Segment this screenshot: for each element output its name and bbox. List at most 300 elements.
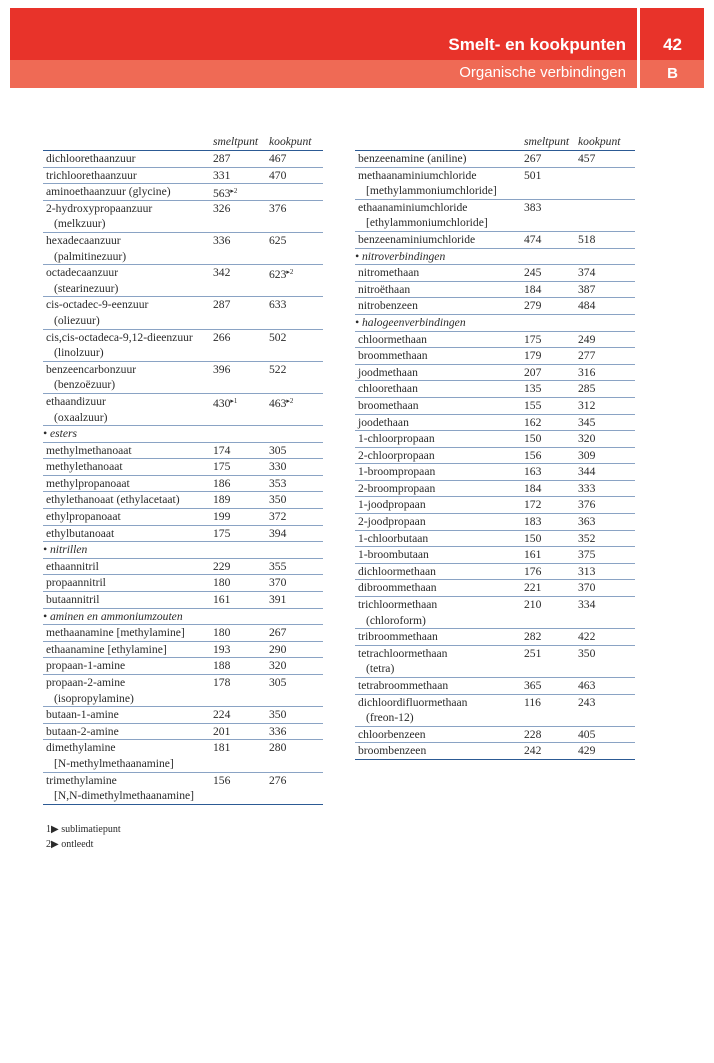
smeltpunt-value	[524, 431, 541, 447]
compound-name-line: 1-chloorpropaan	[358, 432, 435, 446]
kookpunt-number: 313	[578, 564, 596, 578]
smeltpunt-value	[524, 448, 541, 464]
smeltpunt-value	[213, 476, 230, 492]
smeltpunt-number: 336	[213, 233, 231, 247]
smeltpunt-value	[524, 151, 541, 167]
compound-name-alt: (stearinezuur)	[54, 281, 119, 295]
footnotes	[46, 822, 121, 852]
smeltpunt-value	[213, 330, 230, 346]
kookpunt-number: 470	[269, 168, 287, 182]
smeltpunt-value	[524, 514, 541, 530]
smeltpunt-number: 199	[213, 510, 231, 524]
smeltpunt-value	[524, 365, 541, 381]
kookpunt-number: 372	[269, 510, 287, 524]
section-heading: • halogeenverbindingen	[355, 315, 635, 332]
kookpunt-number: 518	[578, 232, 596, 246]
kookpunt-number: 305	[269, 676, 287, 689]
smeltpunt-value	[524, 564, 541, 580]
smeltpunt-value	[524, 398, 541, 414]
table-row	[355, 629, 635, 646]
smeltpunt-value	[524, 232, 541, 248]
smeltpunt-number: 228	[524, 727, 542, 741]
compound-name-line: 1-broombutaan	[358, 548, 429, 562]
left-table	[43, 134, 323, 805]
kookpunt-value	[578, 727, 595, 743]
table-row	[43, 740, 323, 772]
smeltpunt-header: smeltpunt	[524, 135, 570, 148]
table-row	[355, 282, 635, 299]
footnote	[46, 837, 121, 852]
smeltpunt-value	[213, 559, 230, 575]
kookpunt-number: 463	[269, 396, 287, 410]
compound-name-alt: (palmitinezuur)	[54, 249, 127, 263]
table-row	[355, 298, 635, 315]
kookpunt-number: 623	[269, 268, 287, 282]
kookpunt-value	[269, 740, 286, 756]
kookpunt-value	[269, 233, 286, 249]
kookpunt-number: 243	[578, 695, 596, 709]
kookpunt-value	[269, 168, 286, 184]
table-row	[355, 332, 635, 349]
smeltpunt-value	[213, 575, 230, 591]
table-row	[355, 232, 635, 249]
compound-name-line: octadecaanzuur	[46, 266, 119, 280]
smeltpunt-number: 474	[524, 232, 542, 246]
kookpunt-number: 522	[269, 362, 287, 376]
table-row	[43, 151, 323, 168]
compound-name-line: propaan-1-amine	[46, 659, 126, 673]
smeltpunt-number: 224	[213, 708, 231, 722]
smeltpunt-header: smeltpunt	[213, 135, 259, 148]
kookpunt-header: kookpunt	[578, 135, 621, 148]
kookpunt-number: 353	[269, 476, 287, 490]
kookpunt-number: 249	[578, 332, 596, 346]
kookpunt-number: 370	[269, 576, 287, 590]
table-row	[355, 448, 635, 465]
compound-name-line: aminoethaanzuur (glycine)	[46, 185, 171, 199]
kookpunt-value	[578, 298, 595, 314]
smeltpunt-number: 342	[213, 266, 231, 280]
smeltpunt-value	[213, 642, 230, 658]
kookpunt-value	[578, 743, 595, 759]
smeltpunt-number: 331	[213, 168, 231, 182]
table-row	[43, 362, 323, 394]
compound-name-line: broomethaan	[358, 398, 419, 412]
compound-name	[43, 184, 323, 200]
kookpunt-number: 429	[578, 744, 596, 758]
arrow-icon: ▶	[51, 824, 59, 835]
kookpunt-number: 350	[269, 493, 287, 507]
smeltpunt-number: 186	[213, 476, 231, 490]
kookpunt-value	[269, 330, 286, 346]
table-row	[43, 330, 323, 362]
smeltpunt-value	[524, 547, 541, 563]
smeltpunt-number: 189	[213, 493, 231, 507]
table-row	[43, 592, 323, 609]
kookpunt-number: 387	[578, 282, 596, 296]
kookpunt-number: 374	[578, 266, 596, 280]
compound-name-line: cis-octadec-9-eenzuur	[46, 298, 149, 312]
kookpunt-value	[578, 531, 595, 547]
table-row	[355, 398, 635, 415]
smeltpunt-number: 161	[524, 548, 542, 562]
smeltpunt-value	[213, 740, 230, 756]
kookpunt-number: 276	[269, 773, 287, 787]
smeltpunt-value	[213, 265, 230, 281]
smeltpunt-number: 156	[524, 448, 542, 462]
table-row	[43, 658, 323, 675]
table-row	[355, 727, 635, 744]
smeltpunt-value	[213, 201, 230, 217]
smeltpunt-value	[213, 658, 230, 674]
compound-name-line: chloorethaan	[358, 382, 418, 396]
smeltpunt-number: 201	[213, 724, 231, 738]
smeltpunt-number: 188	[213, 659, 231, 673]
kookpunt-value	[269, 509, 286, 525]
table-row	[43, 297, 323, 329]
kookpunt-number: 405	[578, 727, 596, 741]
compound-name-line: nitromethaan	[358, 266, 420, 280]
table-row	[355, 265, 635, 282]
smeltpunt-number: 175	[213, 460, 231, 474]
smeltpunt-number: 221	[524, 581, 542, 595]
section-letter: B	[667, 65, 678, 82]
compound-name-line: hexadecaanzuur	[46, 233, 121, 247]
smeltpunt-number: 183	[524, 515, 542, 529]
table-row	[43, 675, 323, 707]
kookpunt-value	[578, 497, 595, 513]
kookpunt-value	[578, 151, 595, 167]
footnote-ref: ▸2	[230, 187, 238, 196]
compound-name-line: ethaanaminiumchloride	[358, 200, 468, 214]
smeltpunt-value	[524, 265, 541, 281]
smeltpunt-number: 181	[213, 741, 231, 755]
table-row	[355, 646, 635, 678]
kookpunt-number: 355	[269, 559, 287, 573]
kookpunt-number: 457	[578, 152, 596, 165]
compound-name-line: butaannitril	[46, 593, 100, 607]
kookpunt-number: 277	[578, 349, 596, 363]
smeltpunt-number: 175	[213, 526, 231, 540]
table-row	[355, 514, 635, 531]
kookpunt-value	[578, 464, 595, 480]
compound-name-alt: [ethylammoniumchloride]	[366, 216, 488, 230]
table-row	[355, 531, 635, 548]
kookpunt-value	[578, 282, 595, 298]
table-row	[355, 365, 635, 382]
table-row	[43, 265, 323, 297]
footnote-number: 2	[46, 839, 51, 850]
compound-name-line: tribroommethaan	[358, 630, 438, 644]
kookpunt-value	[269, 724, 286, 740]
compound-name-alt: (melkzuur)	[54, 217, 106, 231]
smeltpunt-value	[213, 625, 230, 641]
smeltpunt-value	[524, 464, 541, 480]
kookpunt-number: 467	[269, 152, 287, 165]
table-row	[43, 707, 323, 724]
kookpunt-header: kookpunt	[269, 135, 312, 148]
kookpunt-value	[269, 642, 286, 658]
compound-name-line: ethylbutanoaat	[46, 526, 115, 540]
compound-name-line: butaan-2-amine	[46, 724, 119, 738]
table-row	[355, 547, 635, 564]
smeltpunt-value	[213, 443, 230, 459]
compound-name-line: trimethylamine	[46, 773, 117, 787]
table-row	[355, 564, 635, 581]
footnote-ref: ▸2	[286, 268, 294, 277]
compound-name-line: 2-broompropaan	[358, 481, 436, 495]
kookpunt-value	[269, 773, 286, 789]
smeltpunt-number: 242	[524, 744, 542, 758]
kookpunt-number: 320	[578, 432, 596, 446]
smeltpunt-value	[524, 727, 541, 743]
compound-name-alt: (chloroform)	[366, 613, 426, 627]
kookpunt-value	[578, 332, 595, 348]
smeltpunt-number: 180	[213, 576, 231, 590]
table-row	[355, 431, 635, 448]
kookpunt-number: 344	[578, 465, 596, 479]
compound-name-line: ethylethanoaat (ethylacetaat)	[46, 493, 180, 507]
compound-name-alt: [methylammoniumchloride]	[366, 184, 497, 198]
smeltpunt-value	[213, 394, 237, 412]
kookpunt-value	[578, 580, 595, 596]
table-row	[355, 168, 635, 200]
kookpunt-number: 309	[578, 448, 596, 462]
kookpunt-value	[578, 232, 595, 248]
left-table-header	[43, 134, 323, 151]
kookpunt-value	[269, 492, 286, 508]
table-row	[43, 492, 323, 509]
table-row	[355, 743, 635, 760]
kookpunt-value	[269, 707, 286, 723]
kookpunt-value	[269, 559, 286, 575]
smeltpunt-number: 156	[213, 773, 231, 787]
table-row	[43, 201, 323, 233]
kookpunt-number: 463	[578, 679, 596, 692]
compound-name-line: 2-hydroxypropaanzuur	[46, 201, 153, 215]
smeltpunt-number: 155	[524, 398, 542, 412]
compound-name-line: ethaandizuur	[46, 394, 106, 408]
smeltpunt-value	[213, 592, 230, 608]
smeltpunt-number: 279	[524, 299, 542, 313]
smeltpunt-value	[213, 707, 230, 723]
compound-name-line: cis,cis-octadeca-9,12-dieenzuur	[46, 330, 193, 344]
left-table-body	[43, 151, 323, 805]
kookpunt-value	[578, 348, 595, 364]
table-row	[355, 381, 635, 398]
table-row	[355, 464, 635, 481]
table-row	[43, 509, 323, 526]
compound-name-alt: (oxaalzuur)	[54, 410, 108, 424]
compound-name-alt: (tetra)	[366, 662, 395, 676]
compound-name-line: methylethanoaat	[46, 460, 123, 474]
smeltpunt-value	[213, 362, 230, 378]
smeltpunt-value	[213, 509, 230, 525]
kookpunt-number: 350	[578, 646, 596, 660]
kookpunt-number: 350	[269, 708, 287, 722]
kookpunt-number: 352	[578, 531, 596, 545]
compound-name-line: benzeenamine (aniline)	[358, 152, 467, 165]
smeltpunt-number: 180	[213, 626, 231, 640]
smeltpunt-number: 287	[213, 152, 231, 165]
smeltpunt-value	[524, 168, 541, 184]
smeltpunt-number: 176	[524, 564, 542, 578]
smeltpunt-number: 251	[524, 646, 542, 660]
kookpunt-number: 312	[578, 398, 596, 412]
smeltpunt-value	[524, 678, 541, 694]
smeltpunt-value	[524, 646, 541, 662]
kookpunt-value	[578, 629, 595, 645]
table-row	[355, 348, 635, 365]
kookpunt-number: 334	[578, 598, 596, 612]
table-row	[355, 580, 635, 597]
compound-name-line: 1-joodpropaan	[358, 498, 426, 512]
compound-name-line: 2-joodpropaan	[358, 515, 426, 529]
kookpunt-value	[578, 365, 595, 381]
smeltpunt-number: 116	[524, 695, 541, 709]
smeltpunt-value	[524, 580, 541, 596]
kookpunt-value	[578, 547, 595, 563]
footnote-text: ontleedt	[61, 839, 94, 850]
table-row	[43, 459, 323, 476]
compound-name-line: dimethylamine	[46, 741, 116, 755]
section-heading: • nitrillen	[43, 542, 323, 559]
table-row	[355, 695, 635, 727]
compound-name-line: dibroommethaan	[358, 581, 437, 595]
smeltpunt-value	[213, 151, 230, 167]
kookpunt-number: 394	[269, 526, 287, 540]
compound-name-line: 1-broompropaan	[358, 465, 436, 479]
footnote-ref: ▸2	[286, 396, 294, 405]
smeltpunt-value	[213, 459, 230, 475]
compound-name-line: methylpropanoaat	[46, 476, 130, 490]
compound-name-line: joodmethaan	[358, 365, 418, 379]
smeltpunt-value	[213, 724, 230, 740]
smeltpunt-number: 229	[213, 559, 231, 573]
kookpunt-value	[578, 448, 595, 464]
footnote-number: 1	[46, 824, 51, 835]
arrow-icon: ▶	[51, 839, 59, 850]
smeltpunt-number: 184	[524, 481, 542, 495]
compound-name-line: nitrobenzeen	[358, 299, 418, 313]
right-table-body	[355, 151, 635, 760]
smeltpunt-number: 193	[213, 642, 231, 656]
table-row	[355, 200, 635, 232]
smeltpunt-number: 178	[213, 676, 231, 689]
kookpunt-number: 502	[269, 330, 287, 344]
footnote-ref: ▸1	[230, 396, 238, 405]
kookpunt-number: 330	[269, 460, 287, 474]
smeltpunt-value	[524, 348, 541, 364]
kookpunt-value	[578, 564, 595, 580]
compound-name-line: broommethaan	[358, 349, 428, 363]
smeltpunt-number: 501	[524, 168, 542, 182]
kookpunt-number: 285	[578, 382, 596, 396]
compound-name-line: benzeencarbonzuur	[46, 362, 137, 376]
table-row	[43, 575, 323, 592]
kookpunt-value	[578, 695, 595, 711]
compound-name-line: dichloordifluormethaan	[358, 695, 468, 709]
compound-name-line: propaannitril	[46, 576, 106, 590]
smeltpunt-value	[524, 200, 541, 216]
section-heading: • aminen en ammoniumzouten	[43, 609, 323, 626]
table-row	[43, 642, 323, 659]
kookpunt-value	[269, 476, 286, 492]
kookpunt-number: 625	[269, 233, 287, 247]
compound-name-line: methylmethanoaat	[46, 443, 132, 457]
compound-name-line: joodethaan	[358, 415, 409, 429]
kookpunt-value	[269, 592, 286, 608]
smeltpunt-number: 245	[524, 266, 542, 280]
smeltpunt-number: 174	[213, 443, 231, 457]
table-row	[355, 678, 635, 695]
kookpunt-number: 336	[269, 724, 287, 738]
compound-name-line: butaan-1-amine	[46, 708, 119, 722]
smeltpunt-number: 266	[213, 330, 231, 344]
right-table-header	[355, 134, 635, 151]
kookpunt-value	[578, 431, 595, 447]
table-row	[355, 415, 635, 432]
kookpunt-value	[269, 151, 286, 167]
kookpunt-number: 370	[578, 581, 596, 595]
kookpunt-value	[269, 297, 286, 313]
kookpunt-number: 422	[578, 630, 596, 644]
smeltpunt-value	[213, 233, 230, 249]
kookpunt-number: 363	[578, 515, 596, 529]
compound-name-line: ethaannitril	[46, 559, 99, 573]
table-row	[43, 233, 323, 265]
table-row	[43, 724, 323, 741]
footnote-text: sublimatiepunt	[61, 824, 121, 835]
kookpunt-value	[578, 415, 595, 431]
kookpunt-value	[269, 625, 286, 641]
compound-name-alt: (freon-12)	[366, 711, 414, 725]
table-row	[355, 481, 635, 498]
smeltpunt-number: 175	[524, 332, 542, 346]
kookpunt-number: 484	[578, 299, 596, 313]
compound-name-line: 2-chloorpropaan	[358, 448, 435, 462]
smeltpunt-number: 396	[213, 362, 231, 376]
smeltpunt-number: 184	[524, 282, 542, 296]
table-row	[43, 168, 323, 185]
table-row	[43, 184, 323, 201]
kookpunt-value	[269, 526, 286, 542]
kookpunt-number: 375	[578, 548, 596, 562]
compound-name-alt: (oliezuur)	[54, 313, 100, 327]
section-heading: • esters	[43, 426, 323, 443]
compound-name-alt: (linolzuur)	[54, 346, 104, 360]
compound-name-line: chloorbenzeen	[358, 727, 426, 741]
kookpunt-number: 391	[269, 593, 287, 607]
compound-name	[355, 200, 635, 231]
smeltpunt-number: 135	[524, 382, 542, 396]
smeltpunt-value	[213, 297, 230, 313]
smeltpunt-number: 383	[524, 200, 542, 214]
smeltpunt-number: 210	[524, 598, 542, 612]
smeltpunt-number: 150	[524, 432, 542, 446]
smeltpunt-value	[213, 526, 230, 542]
compound-name-line: ethylpropanoaat	[46, 510, 121, 524]
smeltpunt-value	[524, 332, 541, 348]
smeltpunt-number: 563	[213, 187, 231, 201]
kookpunt-number: 305	[269, 443, 287, 457]
smeltpunt-value	[213, 492, 230, 508]
kookpunt-value	[269, 658, 286, 674]
smeltpunt-number: 179	[524, 349, 542, 363]
kookpunt-value	[269, 575, 286, 591]
smeltpunt-number: 430	[213, 396, 231, 410]
compound-name-line: benzeenaminiumchloride	[358, 232, 476, 246]
